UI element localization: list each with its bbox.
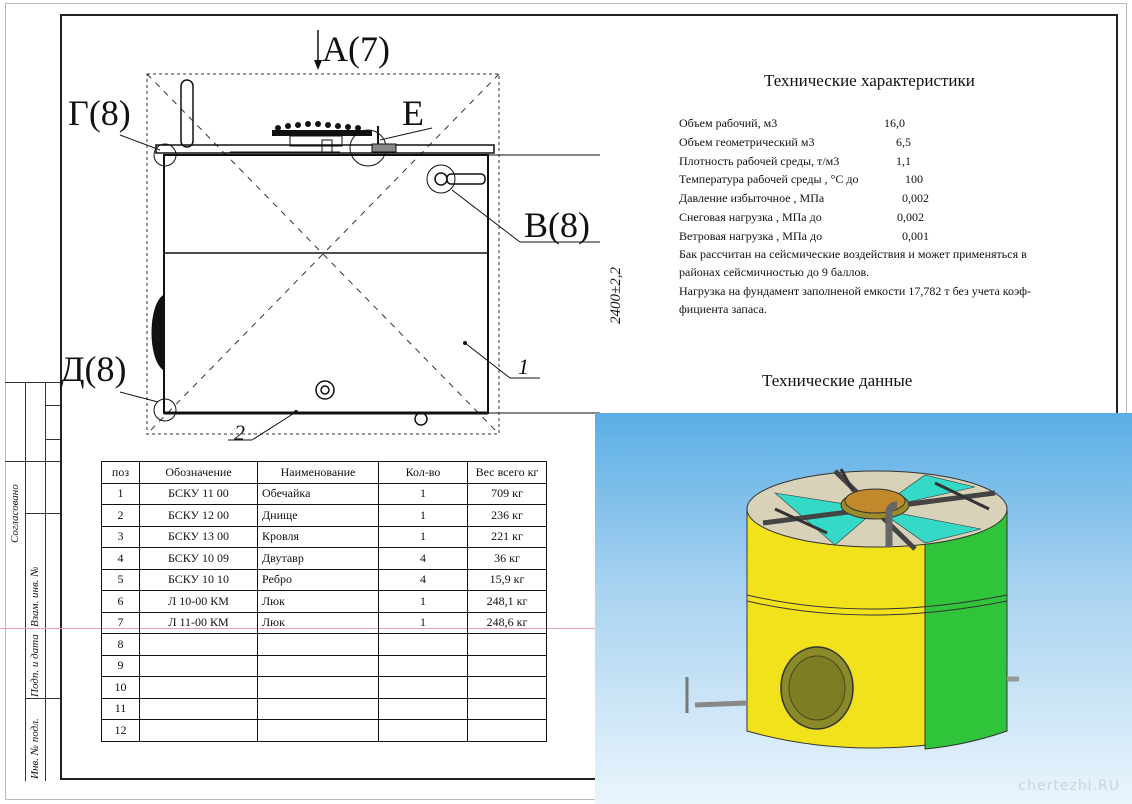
cell-mass [468,720,547,742]
cell-mass: 36 кг [468,548,547,570]
specs-note-2: районах сейсмичностью до 9 баллов. [679,265,870,279]
tank-3d-image [595,413,1132,804]
cell-pos: 5 [102,569,140,591]
table-row [102,720,547,742]
technical-data-title: Технические данные [762,371,913,390]
table-row [102,569,547,591]
cell-pos: 7 [102,612,140,634]
callout-e: Е [402,93,424,133]
cell-name: Кровля [258,526,379,548]
spec-label: Плотность рабочей среды, т/м3 [679,153,840,168]
cell-mass: 221 кг [468,526,547,548]
position-label-2: 2 [234,420,245,445]
cell-pos: 12 [102,720,140,742]
specs-title: Технические характеристики [764,71,975,90]
cell-name: Люк [258,612,379,634]
table-row [102,526,547,548]
cell-mass [468,698,547,720]
cell-mass [468,634,547,656]
table-row [102,655,547,677]
cell-pos: 11 [102,698,140,720]
cell-qty: 4 [379,569,468,591]
header-pos: поз [102,462,140,484]
cell-designation: БСКУ 10 09 [140,548,258,570]
cell-designation: БСКУ 10 10 [140,569,258,591]
cell-qty [379,677,468,699]
cell-pos: 6 [102,591,140,613]
cell-mass: 709 кг [468,483,547,505]
cell-mass: 248,1 кг [468,591,547,613]
spec-label: Ветровая нагрузка , МПа до [679,228,823,243]
cell-mass: 15,9 кг [468,569,547,591]
table-row [102,677,547,699]
cell-name: Ребро [258,569,379,591]
cell-designation: БСКУ 11 00 [140,483,258,505]
cell-designation: БСКУ 12 00 [140,505,258,527]
callout-g: Г(8) [68,93,131,133]
height-dimension: 2400±2,2 [608,267,624,324]
cell-name: Днище [258,505,379,527]
tank-elevation-drawing [0,0,600,460]
spec-value: 6,5 [896,134,911,149]
cell-name [258,634,379,656]
spec-label: Объем геометрический м3 [679,134,815,149]
spec-label: Давление избыточное , МПа [679,191,825,206]
cell-name [258,698,379,720]
stamp-inv-orig: Инв. № подл. [29,718,41,779]
cell-name: Обечайка [258,483,379,505]
spec-label: Объем рабочий, м3 [679,116,778,130]
spec-value: 0,001 [902,228,929,243]
header-mass: Вес всего кг [468,462,547,484]
cell-name [258,655,379,677]
cell-pos: 1 [102,483,140,505]
stamp-sign-date: Подп. и дата [29,634,41,697]
cell-designation [140,677,258,699]
cell-designation [140,698,258,720]
parts-table [101,461,547,742]
cell-mass: 236 кг [468,505,547,527]
spec-label: Температура рабочей среды , °С до [679,172,859,187]
cell-qty: 1 [379,483,468,505]
cell-pos: 2 [102,505,140,527]
table-row [102,698,547,720]
cell-qty [379,655,468,677]
cell-pos: 3 [102,526,140,548]
table-row [102,548,547,570]
specs-note-4: фициента запаса. [679,302,767,316]
table-row [102,505,547,527]
position-label-1: 1 [518,354,529,379]
watermark: chertezhi.RU [1018,778,1120,794]
cell-qty [379,634,468,656]
cell-name [258,720,379,742]
table-row [102,634,547,656]
cell-mass [468,677,547,699]
cell-designation [140,720,258,742]
spec-value: 1,1 [896,153,911,168]
cell-mass: 248,6 кг [468,612,547,634]
cell-pos: 10 [102,677,140,699]
header-name: Наименование [258,462,379,484]
cell-designation: Л 11-00 КМ [140,612,258,634]
stamp-agreed: Согласовано [9,484,21,543]
spec-value: 100 [905,172,923,187]
cell-qty: 1 [379,591,468,613]
cell-designation [140,634,258,656]
spec-value: 0,002 [902,191,929,206]
cell-name: Двутавр [258,548,379,570]
parts-table-header [102,462,547,484]
cell-pos: 4 [102,548,140,570]
cell-name [258,677,379,699]
tank-3d-render [595,413,1132,804]
view-label: А(7) [322,29,390,69]
spec-value: 16,0 [884,116,905,130]
cell-mass [468,655,547,677]
cell-pos: 8 [102,634,140,656]
header-qty: Кол-во [379,462,468,484]
header-designation: Обозначение [140,462,258,484]
callout-v: В(8) [524,205,590,245]
cell-qty: 1 [379,505,468,527]
cell-qty: 1 [379,526,468,548]
spec-label: Снеговая нагрузка , МПа до [679,210,822,224]
table-row [102,591,547,613]
cell-name: Люк [258,591,379,613]
callout-d: Д(8) [60,349,127,389]
table-row [102,612,547,634]
specs-note-1: Бак рассчитан на сейсмические воздействия и может применяться в [679,247,1027,261]
cell-qty [379,698,468,720]
cell-designation: БСКУ 13 00 [140,526,258,548]
cell-designation: Л 10-00 КМ [140,591,258,613]
stamp-replace-inv: Взам. инв. № [29,566,41,627]
spec-value: 0,002 [897,210,924,224]
cell-qty: 4 [379,548,468,570]
table-row [102,483,547,505]
cell-qty: 1 [379,612,468,634]
specs-note-3: Нагрузка на фундамент заполненой емкости 17,782 т без учета коэф- [679,284,1032,298]
cell-designation [140,655,258,677]
cell-qty [379,720,468,742]
cell-pos: 9 [102,655,140,677]
